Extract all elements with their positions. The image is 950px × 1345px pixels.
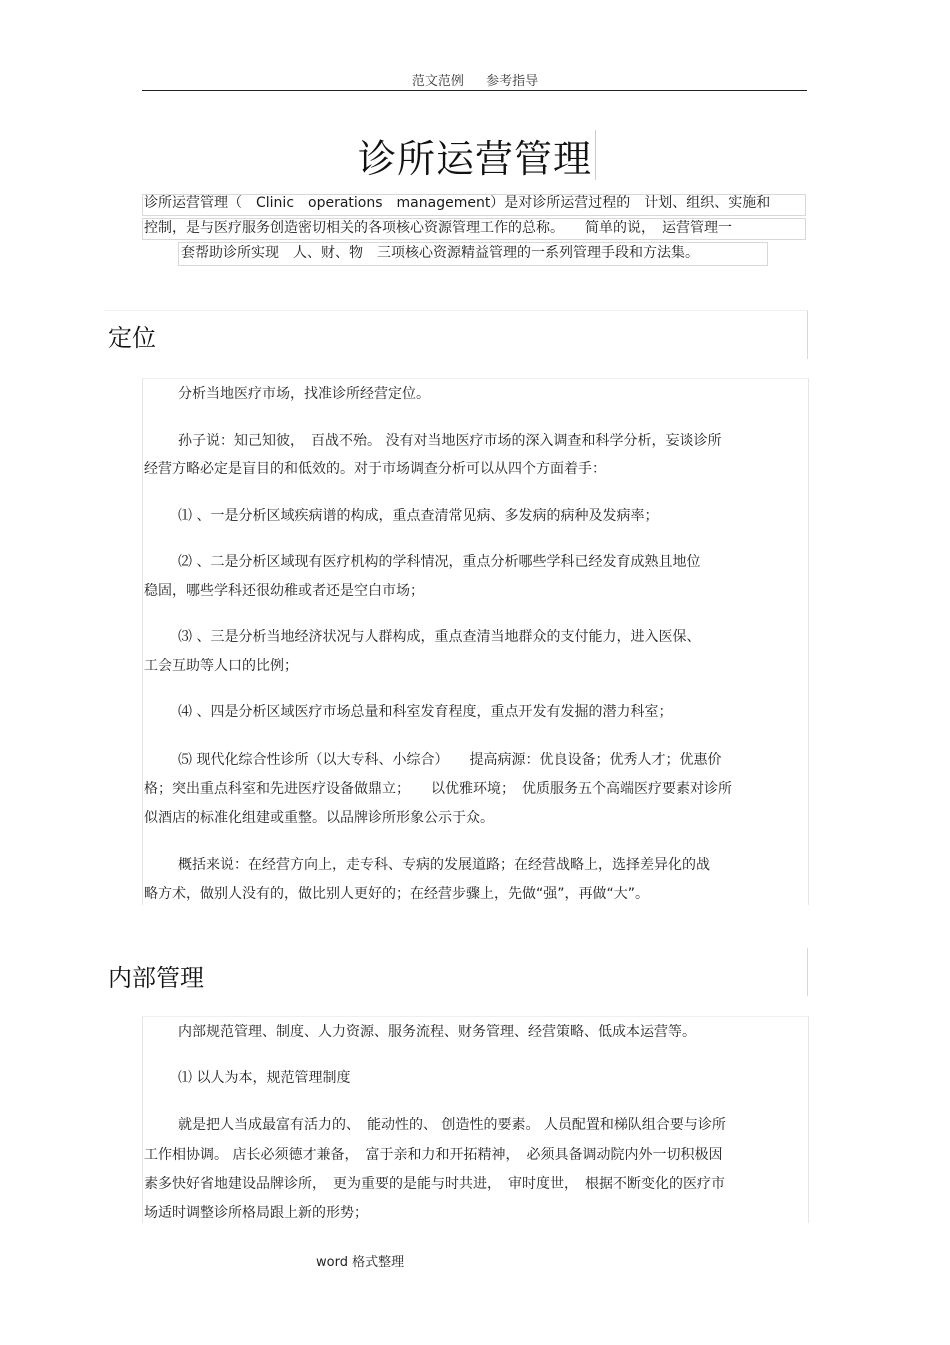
s1-item-5a: ⑸ 现代化综合性诊所（以大专科、小综合） 提高病源：优良设备；优秀人才；优惠价 bbox=[178, 752, 722, 768]
s2-line-6: 场适时调整诊所格局跟上新的形势； bbox=[144, 1205, 368, 1221]
s2-line-5: 素多快好省地建设品牌诊所， 更为重要的是能与时共进， 审时度世， 根据不断变化的医疗市 bbox=[144, 1176, 725, 1192]
title-cursor-mark bbox=[595, 130, 596, 180]
section2-heading: 内部管理 bbox=[108, 964, 204, 992]
s1-line-3: 经营方略必定是盲目的和低效的。对于市场调查分析可以从四个方面着手： bbox=[144, 461, 606, 477]
s2-line-2: ⑴ 以人为本，规范管理制度 bbox=[178, 1070, 351, 1086]
section1-heading-box bbox=[104, 310, 808, 359]
s1-item-2a: ⑵ 、二是分析区域现有医疗机构的学科情况，重点分析哪些学科已经发育成熟且地位 bbox=[178, 554, 701, 570]
s1-item-3a: ⑶ 、三是分析当地经济状况与人群构成，重点查清当地群众的支付能力，进入医保、 bbox=[178, 629, 701, 645]
document-title: 诊所运营管理 bbox=[357, 137, 592, 181]
s1-line-2: 孙子说：知己知彼， 百战不殆。 没有对当地医疗市场的深入调查和科学分析，妄谈诊所 bbox=[178, 433, 722, 449]
s1-item-5b: 格；突出重点科室和先进医疗设备做鼎立； 以优雅环境； 优质服务五个高端医疗要素对诊所 bbox=[144, 781, 732, 797]
s1-item-4: ⑷ 、四是分析区域医疗市场总量和科室发育程度，重点开发有发掘的潜力科室； bbox=[178, 704, 673, 720]
s2-line-3: 就是把人当成最富有活力的、 能动性的、 创造性的要素。 人员配置和梯队组合要与诊所 bbox=[178, 1117, 726, 1133]
intro-line-1: 诊所运营管理（ Clinic operations management）是对诊所运营过程的 计划、组织、实施和 bbox=[144, 195, 771, 211]
s1-summary-a: 概括来说：在经营方向上，走专科、专病的发展道路；在经营战略上，选择差异化的战 bbox=[178, 857, 710, 873]
s1-item-1: ⑴ 、一是分析区域疾病谱的构成，重点查清常见病、多发病的病种及发病率； bbox=[178, 508, 659, 524]
header-left-text: 范文范例 bbox=[411, 74, 464, 89]
s1-item-3b: 工会互助等人口的比例； bbox=[144, 658, 298, 674]
s2-line-1: 内部规范管理、制度、人力资源、服务流程、财务管理、经营策略、低成本运营等。 bbox=[178, 1024, 696, 1040]
s2-line-4: 工作相协调。 店长必须德才兼备， 富于亲和力和开拓精神， 必须具备调动院内外一切积极因 bbox=[144, 1147, 723, 1163]
header-right-text: 参考指导 bbox=[486, 74, 539, 89]
header-divider bbox=[142, 90, 807, 91]
s1-item-2b: 稳固，哪些学科还很幼稚或者还是空白市场； bbox=[144, 583, 424, 599]
page-header bbox=[0, 70, 950, 89]
s1-item-5c: 似酒店的标准化组建或重整。以品牌诊所形象公示于众。 bbox=[144, 810, 494, 826]
intro-line-2: 控制，是与医疗服务创造密切相关的各项核心资源管理工作的总称。 简单的说， 运营管理一 bbox=[144, 220, 732, 236]
s1-paragraph-1: 分析当地医疗市场，找准诊所经营定位。 bbox=[178, 386, 430, 402]
intro-line-3: 套帮助诊所实现 人、财、物 三项核心资源精益管理的一系列管理手段和方法集。 bbox=[181, 245, 699, 261]
section1-heading: 定位 bbox=[108, 324, 156, 352]
page-footer: word 格式整理 bbox=[316, 1255, 405, 1270]
s1-summary-b: 略方术，做别人没有的，做比别人更好的；在经营步骤上，先做“强”，再做“大”。 bbox=[144, 886, 650, 902]
section2-heading-box bbox=[104, 948, 808, 996]
